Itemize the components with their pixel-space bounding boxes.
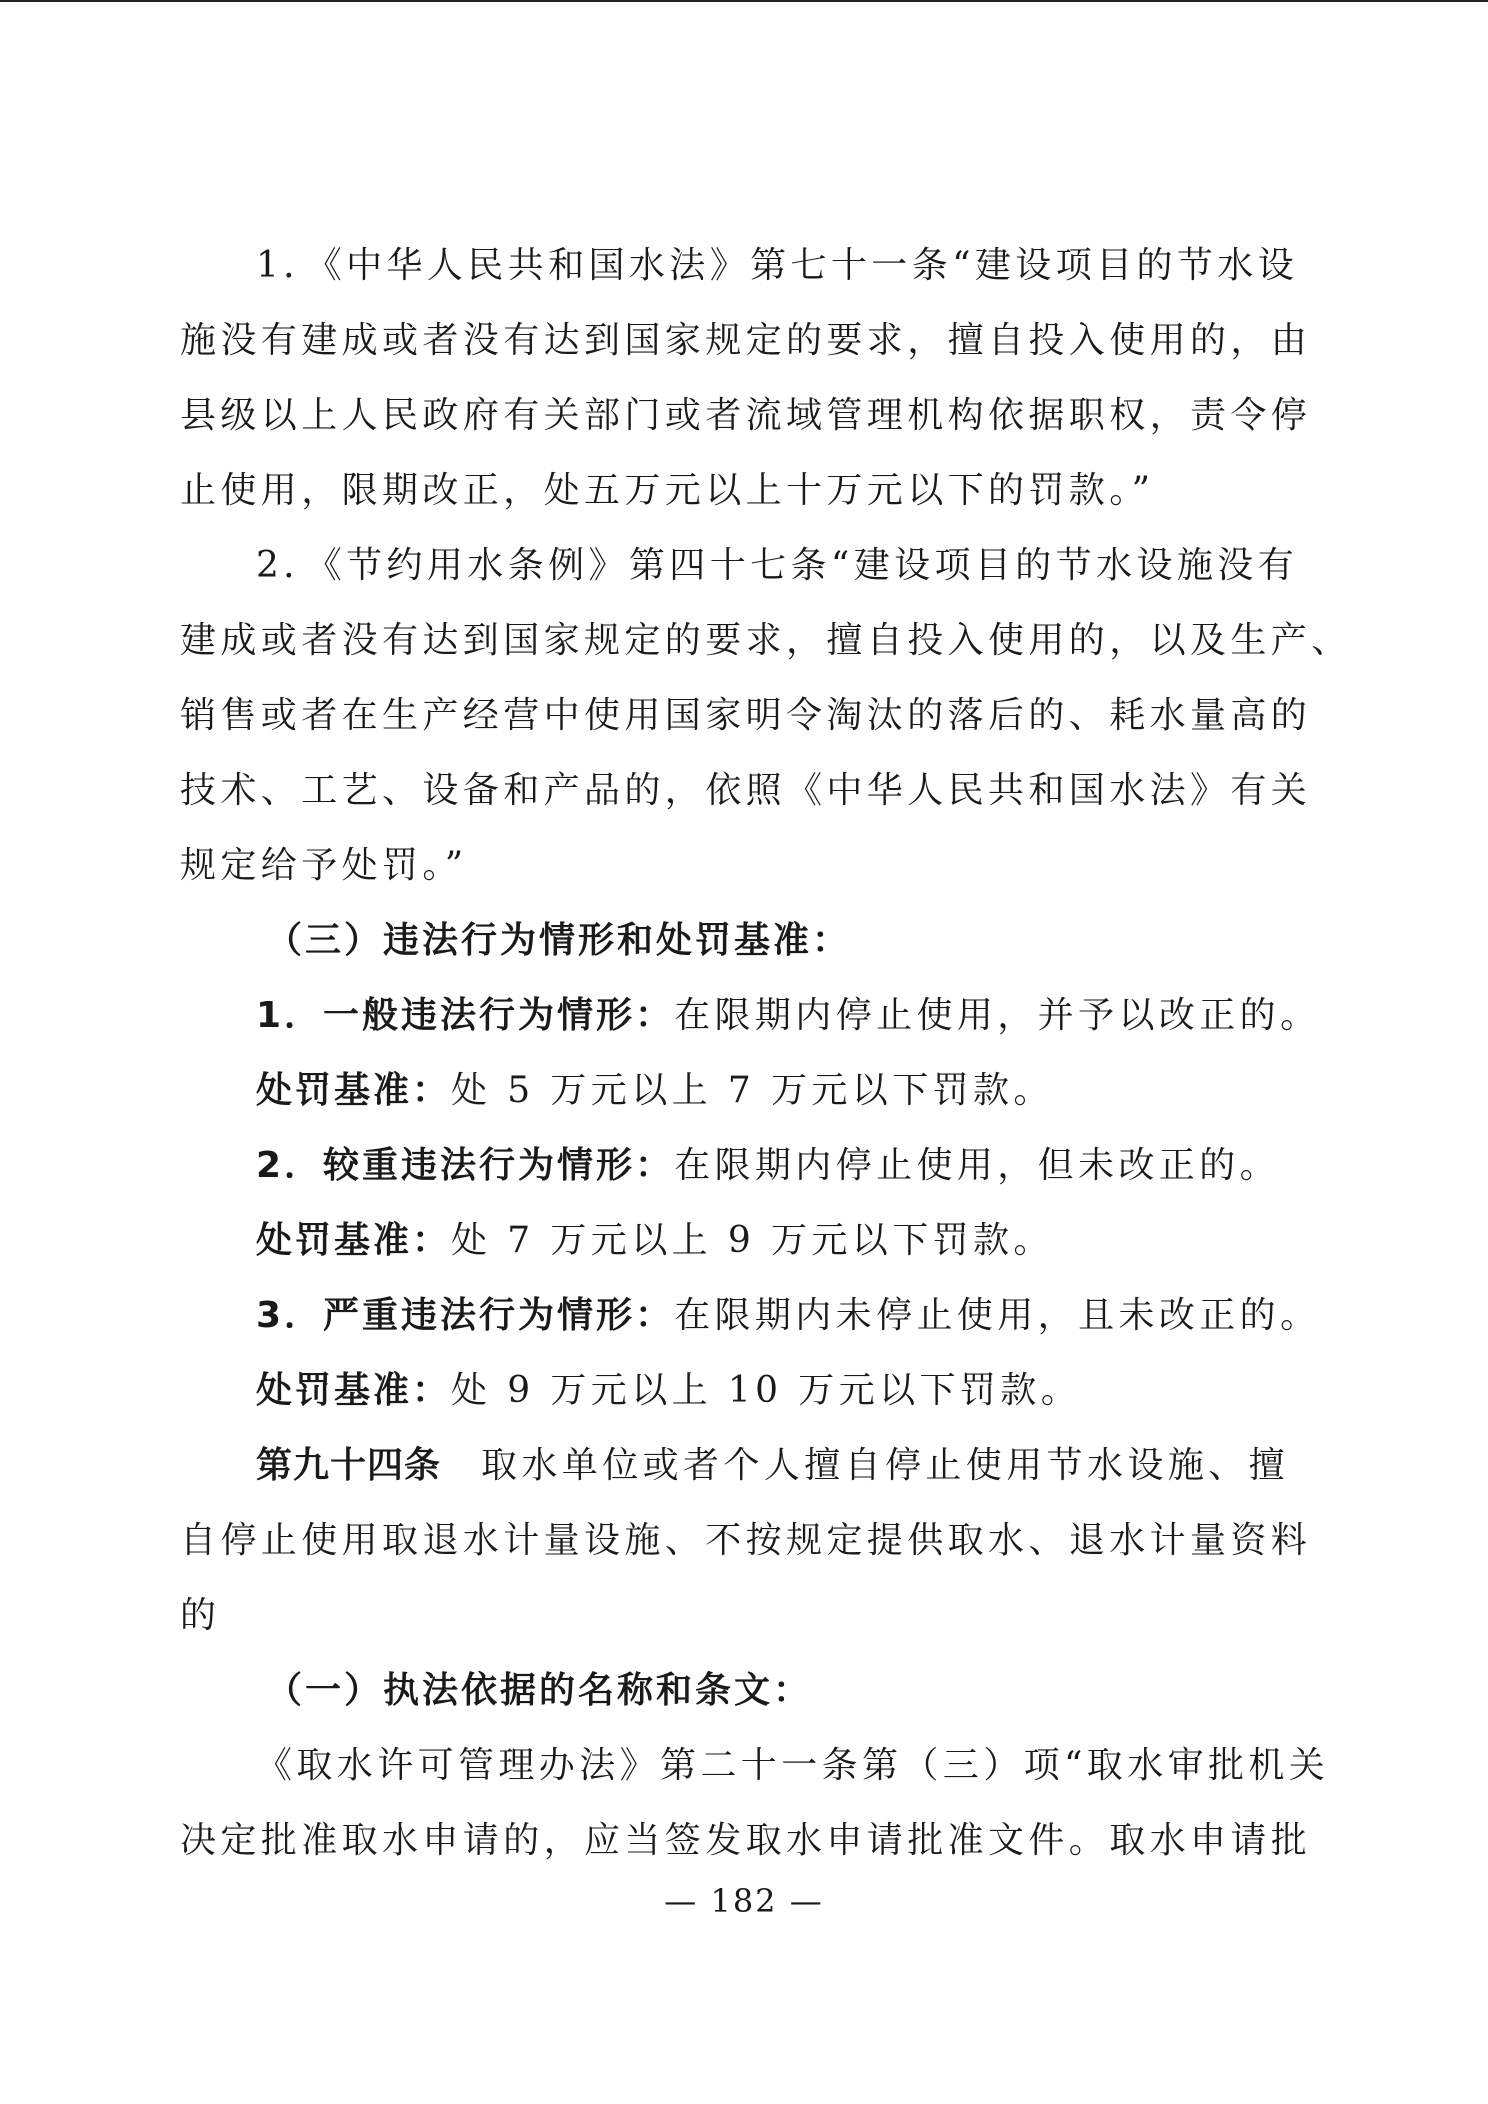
text-line: 技术、工艺、设备和产品的，依照《中华人民共和国水法》有关 [180, 770, 1312, 811]
section-heading-violation-cases: （三）违法行为情形和处罚基准： [266, 920, 852, 961]
text-line: 施没有建成或者没有达到国家规定的要求，擅自投入使用的，由 [180, 320, 1312, 361]
section-heading-legal-basis: （一）执法依据的名称和条文： [266, 1670, 813, 1711]
case-line [180, 1278, 1321, 1353]
penalty-label: 处罚基准： [256, 1220, 452, 1261]
text-line: 1．《中华人民共和国水法》第七十一条“建设项目的节水设 [256, 245, 1299, 286]
case-label: 3．严重违法行为情形： [256, 1295, 675, 1336]
violation-case-general [180, 978, 1321, 1128]
case-line [180, 978, 1321, 1053]
document-body [180, 228, 1352, 1878]
text-line: 的 [180, 1595, 221, 1636]
text-line: 自停止使用取退水计量设施、不按规定提供取水、退水计量资料 [180, 1520, 1312, 1561]
case-line [180, 1128, 1310, 1203]
penalty-line [180, 1353, 1310, 1428]
page-number: — 182 — [664, 1882, 824, 1920]
text-line: 2．《节约用水条例》第四十七条“建设项目的节水设施没有 [256, 545, 1299, 586]
article-text: 取水单位或者个人擅自停止使用节水设施、擅 [481, 1445, 1290, 1486]
article-heading: 第九十四条 [256, 1445, 442, 1486]
case-text: 在限期内停止使用，但未改正的。 [674, 1145, 1281, 1186]
text-line: 规定给予处罚。” [180, 845, 468, 886]
text-line: 销售或者在生产经营中使用国家明令淘汰的落后的、耗水量高的 [180, 695, 1312, 736]
case-text: 在限期内未停止使用，且未改正的。 [674, 1295, 1321, 1336]
penalty-text: 处 5 万元以上 7 万元以下罚款。 [451, 1070, 1054, 1111]
text-line: 县级以上人民政府有关部门或者流域管理机构依据职权，责令停 [180, 395, 1312, 436]
top-border-line [0, 0, 1488, 2]
violation-case-severe [180, 1278, 1321, 1428]
article-94 [180, 1428, 1310, 1653]
penalty-line [180, 1053, 1310, 1128]
article-line [180, 1428, 1310, 1503]
case-label: 2．较重违法行为情形： [256, 1145, 675, 1186]
legal-basis-item-2 [180, 528, 1352, 903]
penalty-line [180, 1203, 1310, 1278]
text-line: 《取水许可管理办法》第二十一条第（三）项“取水审批机关 [256, 1745, 1330, 1786]
case-text: 在限期内停止使用，并予以改正的。 [674, 995, 1321, 1036]
penalty-text: 处 7 万元以上 9 万元以下罚款。 [451, 1220, 1054, 1261]
case-label: 1．一般违法行为情形： [256, 995, 675, 1036]
text-line: 止使用，限期改正，处五万元以上十万元以下的罚款。” [180, 470, 1155, 511]
penalty-label: 处罚基准： [256, 1070, 452, 1111]
legal-basis-item-1 [180, 228, 1310, 528]
legal-basis-paragraph [180, 1728, 1330, 1878]
penalty-text: 处 9 万元以上 10 万元以下罚款。 [451, 1370, 1082, 1411]
text-line: 建成或者没有达到国家规定的要求，擅自投入使用的，以及生产、 [180, 620, 1352, 661]
violation-case-serious [180, 1128, 1310, 1278]
text-line: 决定批准取水申请的，应当签发取水申请批准文件。取水申请批 [180, 1820, 1312, 1861]
penalty-label: 处罚基准： [256, 1370, 452, 1411]
